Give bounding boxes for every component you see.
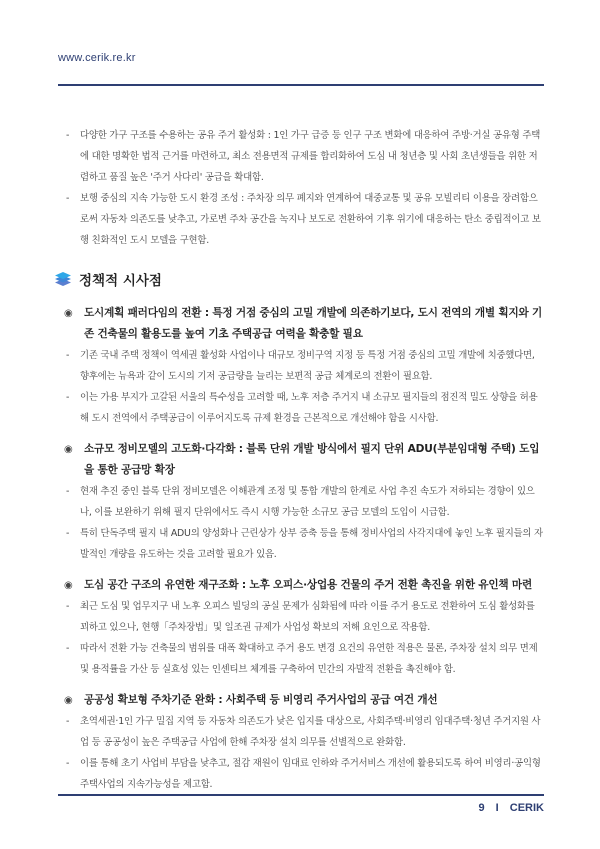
section-heading [54,269,544,289]
document-body [66,125,544,805]
layers-icon [54,270,72,288]
policy-group [66,575,544,680]
policy-item: - 초역세권·1인 가구 밀집 지역 등 자동차 의존도가 낮은 입지를 대상으로, 사회주택·비영리 임대주택·청년 주거지원 사업 등 공공성이 높은 주택공급 사업에 한해 주차장 설치 의무를 선별적으로 완화함. [66,711,544,753]
page-footer [470,802,544,814]
footer-org: CERIK [509,802,544,814]
page-number: 9 [478,802,485,814]
policy-item: - 따라서 전환 가능 건축물의 범위를 대폭 확대하고 주거 용도 변경 요건의 유연한 적용은 물론, 주차장 설치 의무 면제 및 용적률을 가산 등 실효성 있는 인센티브 체계를 구축하여 민간의 자발적 전환을 촉진해야 함. [66,638,544,680]
policy-item: - 이는 가용 부지가 고갈된 서울의 특수성을 고려할 때, 노후 저층 주거지 내 소규모 필지들의 점진적 밀도 상향을 허용해 도시 전역에서 주택공급이 이루어지도록 규제 환경을 근본적으로 개선해야 함을 시사함. [66,387,544,429]
policy-heading: ◉ 소규모 정비모델의 고도화·다각화 : 블록 단위 개발 방식에서 필지 단위 ADU(부분임대형 주택) 도입을 통한 공급망 확장 [66,439,544,481]
policy-heading: ◉ 공공성 확보형 주차기준 완화 : 사회주택 등 비영리 주거사업의 공급 여건 개선 [66,690,544,711]
policy-group [66,690,544,795]
header-rule [58,84,544,86]
policy-item: - 기존 국내 주택 정책이 역세권 활성화 사업이나 대규모 정비구역 지정 등 특정 거점 중심의 고밀 개발에 치중했다면, 향후에는 뉴욕과 같이 도시의 기저 공급량을 늘리는 보편적 공급 체계로의 전환이 필요함. [66,345,544,387]
footer-separator: I [495,802,499,814]
section-title-text: 정책적 시사점 [79,273,162,289]
policy-heading: ◉ 도시계획 패러다임의 전환 : 특정 거점 중심의 고밀 개발에 의존하기보다, 도시 전역의 개별 획지와 기존 건축물의 활용도를 높여 기초 주택공급 여력을 확충할 필요 [66,303,544,345]
policy-item: - 특히 단독주택 필지 내 ADU의 양성화나 근린상가 상부 증축 등을 통해 정비사업의 사각지대에 놓인 노후 필지들의 자발적인 개량을 유도하는 것을 고려할 필요가 있음. [66,523,544,565]
intro-item: - 다양한 가구 구조를 수용하는 공유 주거 활성화 : 1인 가구 급증 등 인구 구조 변화에 대응하여 주방·거실 공유형 주택에 대한 명확한 법적 근거를 마련하고, 최소 전용면적 규제를 합리화하여 도심 내 청년층 및 사회 초년생들을 위한 저렴하고 품질 높은 '주거 사다리' 공급을 확대함. [66,125,544,188]
site-url: www.cerik.re.kr [58,52,136,64]
policy-heading: ◉ 도심 공간 구조의 유연한 재구조화 : 노후 오피스·상업용 건물의 주거 전환 촉진을 위한 유인책 마련 [66,575,544,596]
policy-group [66,303,544,429]
footer-rule [58,794,544,796]
policy-group [66,439,544,565]
policy-item: - 이를 통해 초기 사업비 부담을 낮추고, 절감 재원이 임대료 인하와 주거서비스 개선에 활용되도록 하여 비영리·공익형 주택사업의 지속가능성을 제고함. [66,753,544,795]
policy-item: - 최근 도심 및 업무지구 내 노후 오피스 빌딩의 공실 문제가 심화됨에 따라 이를 주거 용도로 전환하여 도심 활성화를 꾀하고 있으나, 현행「주차장법」및 일조권 규제가 사업성 확보의 저해 요인으로 작용함. [66,596,544,638]
policy-item: - 현재 추진 중인 블록 단위 정비모델은 이해관계 조정 및 통합 개발의 한계로 사업 추진 속도가 저하되는 경향이 있으나, 이를 보완하기 위해 필지 단위에서도 즉시 시행 가능한 소규모 공급 모델의 도입이 시급함. [66,481,544,523]
intro-item: - 보행 중심의 지속 가능한 도시 환경 조성 : 주차장 의무 폐지와 연계하여 대중교통 및 공유 모빌리티 이용을 장려함으로써 자동차 의존도를 낮추고, 가로변 주차 공간을 녹지나 보도로 전환하여 기후 위기에 대응하는 탄소 중립적이고 보행 친화적인 도시 모델을 구현함. [66,188,544,251]
